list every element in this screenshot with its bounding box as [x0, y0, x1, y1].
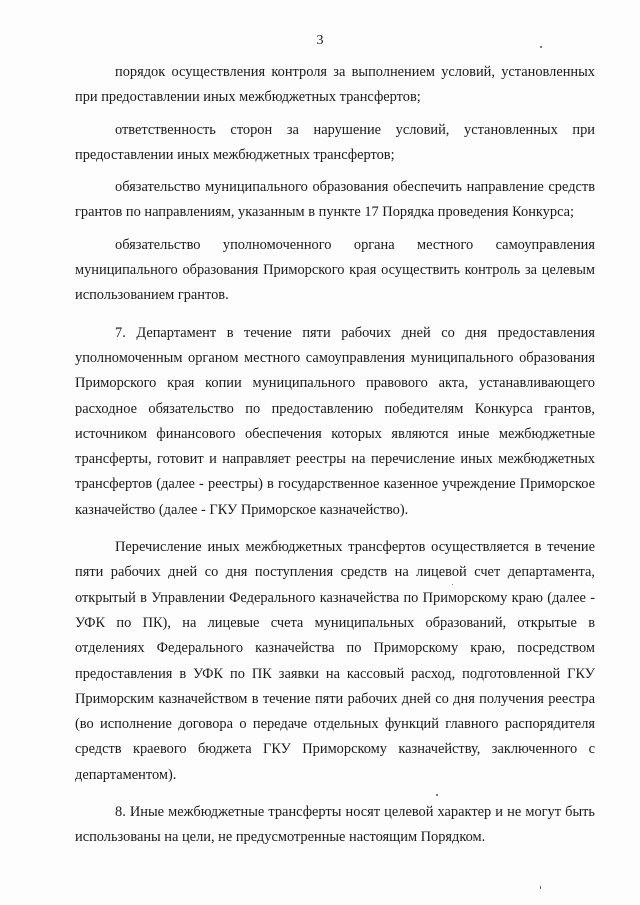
scan-speck — [540, 886, 541, 889]
scan-speck — [436, 794, 438, 796]
paragraph-responsibility: ответственность сторон за нарушение условий, установленных при предоставлении иных межбюджетных трансфертов; — [75, 121, 595, 163]
scan-speck — [540, 46, 542, 48]
paragraph-control-procedure: порядок осуществления контроля за выполнением условий, установленных при предоставлении иных межбюджетных трансфертов; — [75, 64, 595, 106]
paragraph-municipal-obligation: обязательство муниципального образования обеспечить направление средств грантов по направлениям, указанным в пункте 17 Порядка проведения Конкурса; — [75, 179, 595, 221]
paragraph-transfer-procedure: Перечисление иных межбюджетных трансфертов осуществляется в течение пяти рабочих дней со дня поступления средств на лицевой счет департамента, открытый в Управлении Федерального казначейства по Приморскому краю (далее - УФК по ПК), на лицевые счета муниципальных образований, открытые в отделениях Федерального казначейства по Приморскому краю, посредством предоставления в УФК по ПК заявки на кассовый расход, подготовленной ГКУ Приморским казначейством в течение пяти рабочих дней со дня получения реестра (во исполнение договора о передаче отдельных функций главного распорядителя средств краевого бюджета ГКУ Приморскому казначейству, заключенного с департаментом). — [75, 539, 595, 783]
page-number: 3 — [316, 33, 324, 48]
paragraph-authority-obligation: обязательство уполномоченного органа местного самоуправления муниципального образования Приморского края осуществить контроль за целевым использованием грантов. — [75, 236, 595, 304]
paragraph-item-7: 7. Департамент в течение пяти рабочих дней со дня предоставления уполномоченным органом местного самоуправления муниципального образования Приморского края копии муниципального правового акта, устанавливающего расходное обязательство по предоставлению победителям Конкурса грантов, источником финансового обеспечения которых являются иные межбюджетные трансферты, готовит и направляет реестры на перечисление иных межбюджетных трансфертов (далее - реестры) в государственное казенное учреждение Приморское казначейство (далее - ГКУ Приморское казначейство). — [75, 324, 595, 518]
scan-speck — [452, 584, 453, 585]
document-body — [75, 60, 595, 858]
paragraph-item-8: 8. Иные межбюджетные трансферты носят целевой характер и не могут быть использованы на цели, не предусмотренные настоящим Порядком. — [75, 804, 595, 846]
